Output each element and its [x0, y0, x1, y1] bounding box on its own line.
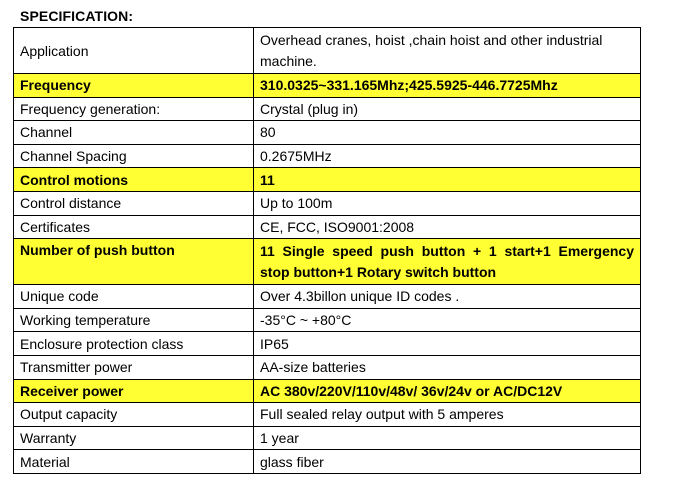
row-value: 11 — [254, 168, 641, 192]
table-row — [14, 332, 641, 356]
row-value: Over 4.3billon unique ID codes . — [254, 285, 641, 309]
table-row — [14, 144, 641, 168]
row-label: Frequency generation: — [14, 97, 254, 121]
table-row — [14, 215, 641, 239]
row-label: Unique code — [14, 285, 254, 309]
table-row — [14, 403, 641, 427]
row-label: Receiver power — [14, 379, 254, 403]
row-value: 0.2675MHz — [254, 144, 641, 168]
row-value: glass fiber — [254, 450, 641, 474]
row-label: Enclosure protection class — [14, 332, 254, 356]
row-label: Material — [14, 450, 254, 474]
row-value: 80 — [254, 121, 641, 145]
row-value: 1 year — [254, 426, 641, 450]
spec-heading: SPECIFICATION: — [20, 8, 134, 24]
table-row — [14, 379, 641, 403]
row-label: Certificates — [14, 215, 254, 239]
table-row — [14, 74, 641, 98]
row-label: Control distance — [14, 191, 254, 215]
row-label: Channel — [14, 121, 254, 145]
row-value: Crystal (plug in) — [254, 97, 641, 121]
row-value: CE, FCC, ISO9001:2008 — [254, 215, 641, 239]
table-row — [14, 308, 641, 332]
row-value: -35°C ~ +80°C — [254, 308, 641, 332]
table-row — [14, 168, 641, 192]
row-value: IP65 — [254, 332, 641, 356]
table-row — [14, 426, 641, 450]
table-row — [14, 239, 641, 285]
table-row — [14, 450, 641, 474]
row-label: Control motions — [14, 168, 254, 192]
table-row — [14, 285, 641, 309]
row-value: AC 380v/220V/110v/48v/ 36v/24v or AC/DC12V — [254, 379, 641, 403]
table-row — [14, 28, 641, 74]
table-row — [14, 191, 641, 215]
row-value: 310.0325~331.165Mhz;425.5925-446.7725Mhz — [254, 74, 641, 98]
row-label: Transmitter power — [14, 355, 254, 379]
table-row — [14, 355, 641, 379]
table-row — [14, 97, 641, 121]
spec-table — [13, 27, 641, 474]
row-value: Overhead cranes, hoist ,chain hoist and other industrial machine. — [254, 28, 641, 74]
row-label: Number of push button — [14, 239, 254, 285]
row-label: Application — [14, 28, 254, 74]
row-label: Frequency — [14, 74, 254, 98]
row-value: 11 Single speed push button + 1 start+1 Emergency stop button+1 Rotary switch button — [254, 239, 641, 285]
row-label: Warranty — [14, 426, 254, 450]
row-value: Up to 100m — [254, 191, 641, 215]
row-label: Channel Spacing — [14, 144, 254, 168]
row-label: Working temperature — [14, 308, 254, 332]
row-label: Output capacity — [14, 403, 254, 427]
row-value: Full sealed relay output with 5 amperes — [254, 403, 641, 427]
row-value: AA-size batteries — [254, 355, 641, 379]
table-row — [14, 121, 641, 145]
